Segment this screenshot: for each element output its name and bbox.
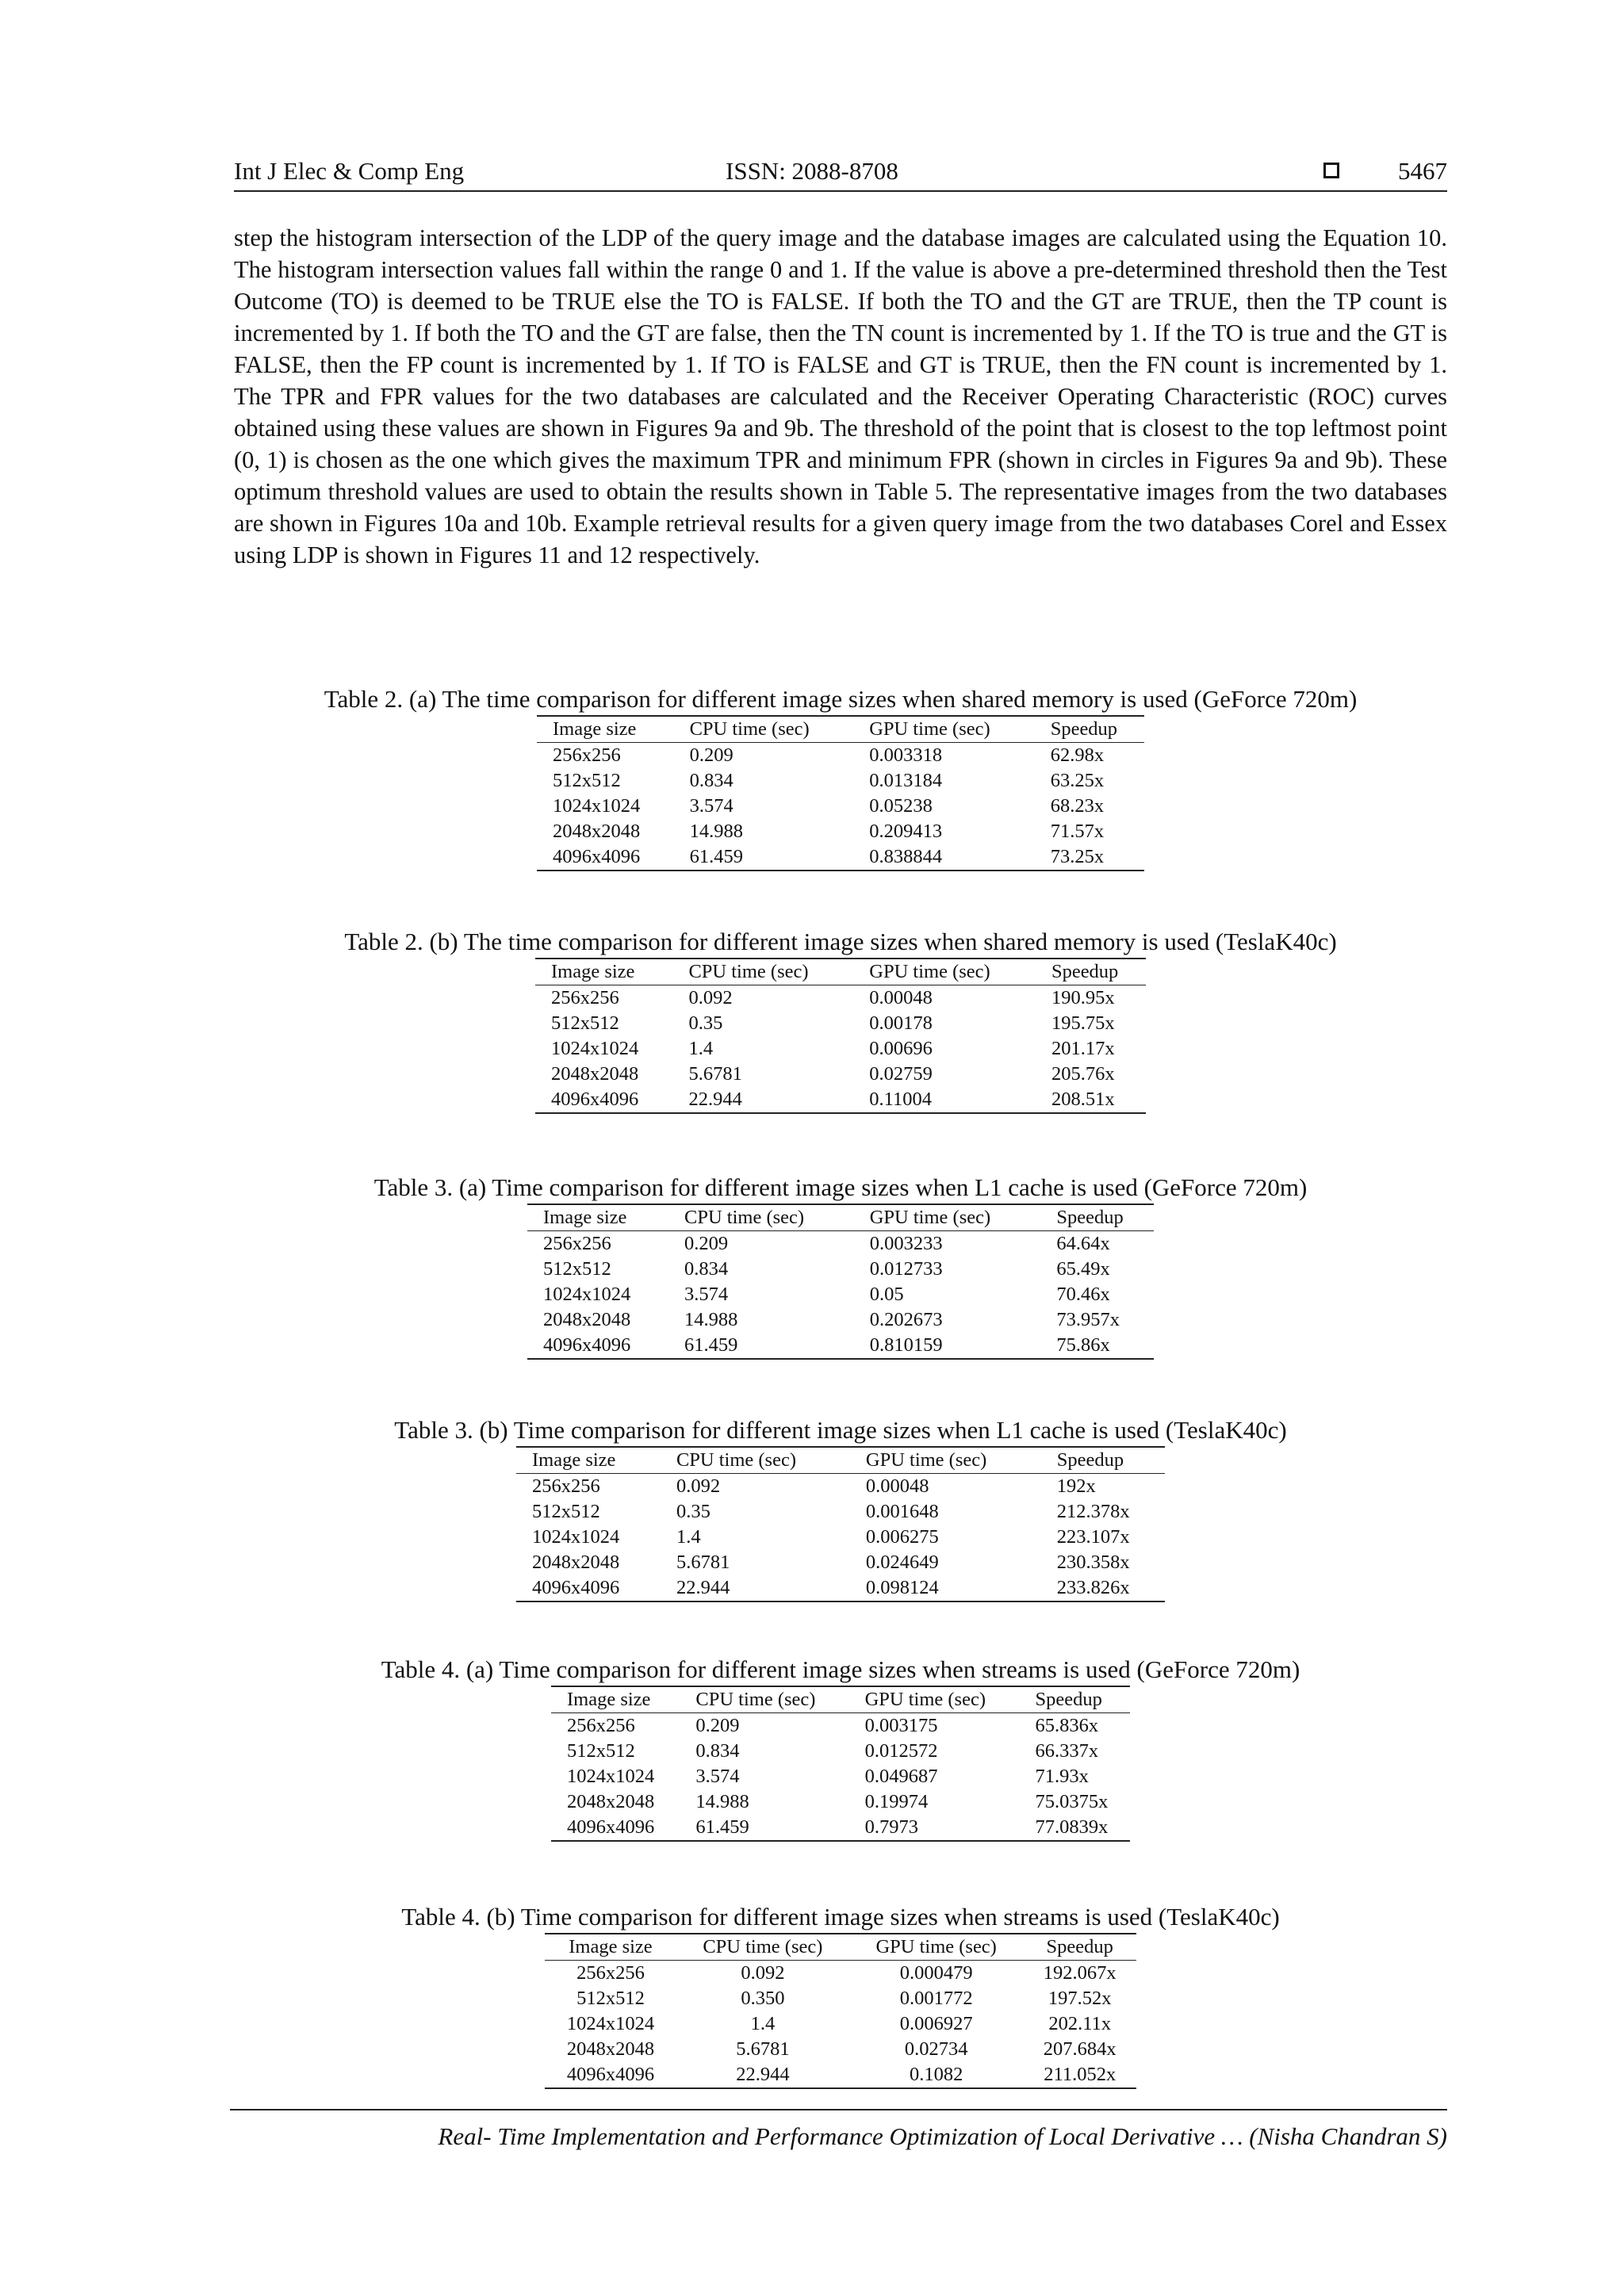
table-cell: 4096x4096 xyxy=(566,2064,655,2085)
col-header: Speedup xyxy=(1020,1686,1130,1713)
table-cell: 62.98x xyxy=(1050,744,1105,766)
table-row xyxy=(545,2062,1136,2088)
table-cell: 1.4 xyxy=(688,1038,714,1059)
table-cell: 0.1082 xyxy=(909,2064,963,2085)
table-cell: 512x512 xyxy=(553,770,621,791)
table-header-row xyxy=(516,1447,1165,1474)
table-row xyxy=(535,1087,1146,1113)
table-cell: 2048x2048 xyxy=(551,1063,639,1085)
table-cell: 512x512 xyxy=(567,1740,635,1762)
data-table xyxy=(551,1686,1130,1842)
col-header: Speedup xyxy=(1036,959,1146,985)
table-cell: 512x512 xyxy=(551,1012,619,1034)
table-row xyxy=(516,1474,1165,1500)
table-cell: 192.067x xyxy=(1043,1962,1116,1984)
table-cell: 4096x4096 xyxy=(543,1334,631,1356)
table-cell: 61.459 xyxy=(684,1334,738,1356)
table-cell: 73.25x xyxy=(1050,846,1105,867)
table-cell: 0.003175 xyxy=(864,1715,938,1736)
table-row xyxy=(535,1011,1146,1036)
table-cell: 1024x1024 xyxy=(543,1284,631,1305)
table-cell: 0.810159 xyxy=(869,1334,943,1356)
table-header-row xyxy=(535,959,1146,985)
table-cell: 5.6781 xyxy=(688,1063,742,1085)
table-row xyxy=(516,1550,1165,1575)
table-cell: 0.834 xyxy=(689,770,733,791)
table-row xyxy=(545,2011,1136,2037)
table-cell: 0.013184 xyxy=(869,770,943,791)
table-cell: 0.02734 xyxy=(904,2038,968,2060)
table-cell: 0.209413 xyxy=(869,821,943,842)
table-row xyxy=(527,1257,1154,1282)
col-header: CPU time (sec) xyxy=(680,1686,848,1713)
table-cell: 212.378x xyxy=(1056,1501,1130,1522)
table-header-row xyxy=(545,1934,1136,1961)
table-row xyxy=(537,768,1144,794)
table-header-row xyxy=(551,1686,1130,1713)
table-cell: 65.49x xyxy=(1056,1258,1110,1280)
table-cell: 256x256 xyxy=(567,1715,635,1736)
data-table xyxy=(535,958,1146,1114)
table-row xyxy=(516,1575,1165,1601)
table-3a xyxy=(234,1172,1447,1360)
table-cell: 1024x1024 xyxy=(553,795,641,817)
table-cell: 190.95x xyxy=(1051,987,1115,1008)
table-row xyxy=(537,743,1144,769)
table-2a xyxy=(234,683,1447,871)
col-header: GPU time (sec) xyxy=(853,959,1036,985)
table-cell: 0.003233 xyxy=(869,1233,943,1254)
table-cell: 0.024649 xyxy=(865,1552,939,1573)
table-cell: 0.19974 xyxy=(864,1791,929,1812)
table-row xyxy=(545,1986,1136,2011)
data-table xyxy=(537,715,1144,871)
col-header: GPU time (sec) xyxy=(849,1934,1024,1961)
table-cell: 2048x2048 xyxy=(567,1791,655,1812)
table-row xyxy=(527,1307,1154,1333)
table-cell: 14.988 xyxy=(695,1791,749,1812)
data-table xyxy=(516,1446,1165,1602)
table-cell: 211.052x xyxy=(1044,2064,1116,2085)
table-cell: 22.944 xyxy=(676,1577,730,1598)
table-cell: 2048x2048 xyxy=(566,2038,655,2060)
table-row xyxy=(537,794,1144,819)
col-header: GPU time (sec) xyxy=(853,716,1034,743)
table-cell: 192x xyxy=(1056,1475,1096,1497)
table-cell: 4096x4096 xyxy=(553,846,641,867)
table-caption: Table 3. (a) Time comparison for different image sizes when L1 cache is used (GeForce 720m) xyxy=(373,1173,1308,1201)
table-cell: 0.001772 xyxy=(899,1988,973,2009)
table-cell: 0.209 xyxy=(689,744,733,766)
table-row xyxy=(527,1231,1154,1257)
table-cell: 0.00178 xyxy=(869,1012,933,1034)
table-cell: 5.6781 xyxy=(736,2038,790,2060)
table-cell: 0.012572 xyxy=(864,1740,938,1762)
table-cell: 65.836x xyxy=(1035,1715,1099,1736)
table-caption: Table 3. (b) Time comparison for different image sizes when L1 cache is used (TeslaK40c) xyxy=(394,1416,1287,1444)
table-cell: 4096x4096 xyxy=(567,1816,655,1838)
data-table xyxy=(545,1933,1136,2089)
table-cell: 2048x2048 xyxy=(532,1552,620,1573)
table-cell: 2048x2048 xyxy=(553,821,641,842)
table-row xyxy=(551,1739,1130,1764)
table-cell: 61.459 xyxy=(695,1816,749,1838)
table-cell: 0.049687 xyxy=(864,1766,938,1787)
table-cell: 0.838844 xyxy=(869,846,943,867)
table-4a xyxy=(234,1654,1447,1842)
table-row xyxy=(516,1499,1165,1525)
table-cell: 0.35 xyxy=(676,1501,710,1522)
col-header: Image size xyxy=(516,1447,661,1474)
table-cell: 0.02759 xyxy=(869,1063,933,1085)
table-cell: 197.52x xyxy=(1048,1988,1112,2009)
body-paragraph: step the histogram intersection of the LDP of the query image and the database images are calculated using the Equation 10. The histogram intersection values fall within the range 0 and 1. If the value is above a pre-determined threshold then the Test Outcome (TO) is deemed to be TRUE else the TO is FALSE. If both the TO and the GT are TRUE, then the TP count is incremented by 1. If both the TO and the GT are false, then the TN count is incremented by 1. If the TO is true and the GT is FALSE, then the FP count is incremented by 1. If TO is FALSE and GT is TRUE, then the FN count is incremented by 1. The TPR and FPR values for the two databases are calculated and the Receiver Operating Characteristic (ROC) curves obtained using these values are shown in Figures 9a and 9b. The threshold of the point that is closest to the top leftmost point (0, 1) is chosen as the one which gives the maximum TPR and minimum FPR (shown in circles in Figures 9a and 9b). These optimum threshold values are used to obtain the results shown in Table 5. The representative images from the two databases are shown in Figures 10a and 10b. Example retrieval results for a given query image from the two databases Corel and Essex using LDP is shown in Figures 11 and 12 respectively. xyxy=(234,224,1447,568)
table-cell: 1024x1024 xyxy=(567,1766,655,1787)
data-table xyxy=(527,1203,1154,1360)
col-header: GPU time (sec) xyxy=(850,1447,1041,1474)
table-cell: 0.092 xyxy=(741,1962,785,1984)
table-cell: 77.0839x xyxy=(1035,1816,1109,1838)
table-cell: 66.337x xyxy=(1035,1740,1099,1762)
table-row xyxy=(551,1713,1130,1739)
page-number: 5467 xyxy=(1398,157,1447,185)
table-cell: 202.11x xyxy=(1048,2013,1112,2034)
table-cell: 256x256 xyxy=(532,1475,600,1497)
table-cell: 22.944 xyxy=(736,2064,790,2085)
table-cell: 208.51x xyxy=(1051,1089,1115,1110)
table-cell: 3.574 xyxy=(684,1284,729,1305)
table-cell: 0.000479 xyxy=(899,1962,973,1984)
table-cell: 22.944 xyxy=(688,1089,742,1110)
table-cell: 71.57x xyxy=(1050,821,1105,842)
table-cell: 75.0375x xyxy=(1035,1791,1109,1812)
table-cell: 0.209 xyxy=(684,1233,729,1254)
table-row xyxy=(537,844,1144,871)
table-4b xyxy=(234,1901,1447,2089)
table-header-row xyxy=(537,716,1144,743)
col-header: Speedup xyxy=(1035,716,1144,743)
table-cell: 63.25x xyxy=(1050,770,1105,791)
table-cell: 512x512 xyxy=(576,1988,645,2009)
table-cell: 205.76x xyxy=(1051,1063,1115,1085)
table-cell: 0.209 xyxy=(695,1715,740,1736)
table-row xyxy=(551,1815,1130,1841)
table-cell: 0.00048 xyxy=(865,1475,929,1497)
col-header: CPU time (sec) xyxy=(674,716,854,743)
running-title: Real- Time Implementation and Performance Optimization of Local Derivative … (Nisha Chandran S) xyxy=(438,2122,1447,2150)
table-cell: 0.012733 xyxy=(869,1258,943,1280)
table-cell: 0.00048 xyxy=(869,987,933,1008)
table-cell: 512x512 xyxy=(543,1258,611,1280)
table-3b xyxy=(234,1414,1447,1602)
table-row xyxy=(535,985,1146,1012)
table-row xyxy=(545,1961,1136,1987)
col-header: Image size xyxy=(535,959,672,985)
table-cell: 0.006275 xyxy=(865,1526,939,1548)
page-header xyxy=(234,155,1447,192)
table-header-row xyxy=(527,1204,1154,1231)
table-row xyxy=(527,1282,1154,1307)
col-header: Image size xyxy=(537,716,674,743)
table-cell: 0.834 xyxy=(684,1258,729,1280)
col-header: GPU time (sec) xyxy=(849,1686,1020,1713)
table-cell: 0.003318 xyxy=(869,744,943,766)
table-cell: 0.092 xyxy=(676,1475,721,1497)
table-row xyxy=(545,2037,1136,2062)
table-2b xyxy=(234,926,1447,1114)
col-header: CPU time (sec) xyxy=(676,1934,849,1961)
col-header: Image size xyxy=(527,1204,668,1231)
table-cell: 14.988 xyxy=(684,1309,738,1330)
table-cell: 61.459 xyxy=(689,846,743,867)
col-header: CPU time (sec) xyxy=(668,1204,854,1231)
page-footer xyxy=(230,2109,1447,2156)
table-cell: 256x256 xyxy=(553,744,621,766)
table-cell: 0.202673 xyxy=(869,1309,943,1330)
table-row xyxy=(527,1333,1154,1359)
table-cell: 256x256 xyxy=(576,1962,645,1984)
col-header: Speedup xyxy=(1023,1934,1136,1961)
table-cell: 256x256 xyxy=(551,987,619,1008)
issn: ISSN: 2088-8708 xyxy=(726,157,898,185)
table-row xyxy=(551,1764,1130,1789)
table-cell: 14.988 xyxy=(689,821,743,842)
table-cell: 207.684x xyxy=(1043,2038,1116,2060)
table-cell: 0.35 xyxy=(688,1012,723,1034)
table-row xyxy=(535,1036,1146,1062)
col-header: Image size xyxy=(551,1686,680,1713)
table-cell: 2048x2048 xyxy=(543,1309,631,1330)
table-cell: 75.86x xyxy=(1056,1334,1110,1356)
table-cell: 233.826x xyxy=(1056,1577,1130,1598)
table-cell: 0.05238 xyxy=(869,795,933,817)
table-cell: 64.64x xyxy=(1056,1233,1110,1254)
table-cell: 70.46x xyxy=(1056,1284,1110,1305)
table-cell: 0.834 xyxy=(695,1740,740,1762)
table-cell: 0.05 xyxy=(869,1284,904,1305)
table-cell: 3.574 xyxy=(689,795,733,817)
col-header: Image size xyxy=(545,1934,676,1961)
table-row xyxy=(551,1789,1130,1815)
table-cell: 0.001648 xyxy=(865,1501,939,1522)
journal-name: Int J Elec & Comp Eng xyxy=(234,157,465,185)
table-cell: 1024x1024 xyxy=(532,1526,620,1548)
table-caption: Table 2. (a) The time comparison for different image sizes when shared memory is used (GeForce 720m) xyxy=(324,685,1358,713)
table-cell: 0.092 xyxy=(688,987,733,1008)
table-cell: 73.957x xyxy=(1056,1309,1120,1330)
col-header: Speedup xyxy=(1040,1204,1154,1231)
table-cell: 0.00696 xyxy=(869,1038,933,1059)
table-cell: 256x256 xyxy=(543,1233,611,1254)
table-cell: 230.358x xyxy=(1056,1552,1130,1573)
table-cell: 201.17x xyxy=(1051,1038,1115,1059)
table-caption: Table 4. (a) Time comparison for different image sizes when streams is used (GeForce 720m) xyxy=(381,1655,1300,1683)
table-cell: 1024x1024 xyxy=(566,2013,655,2034)
table-cell: 0.11004 xyxy=(869,1089,933,1110)
table-cell: 1.4 xyxy=(676,1526,701,1548)
table-cell: 4096x4096 xyxy=(532,1577,620,1598)
table-row xyxy=(516,1525,1165,1550)
table-caption: Table 2. (b) The time comparison for different image sizes when shared memory is used (TeslaK40c) xyxy=(344,928,1337,955)
table-cell: 0.098124 xyxy=(865,1577,939,1598)
table-caption: Table 4. (b) Time comparison for different image sizes when streams is used (TeslaK40c) xyxy=(401,1903,1280,1931)
table-cell: 0.350 xyxy=(741,1988,785,2009)
col-header: Speedup xyxy=(1041,1447,1165,1474)
table-row xyxy=(535,1062,1146,1087)
table-cell: 195.75x xyxy=(1051,1012,1115,1034)
col-header: CPU time (sec) xyxy=(661,1447,850,1474)
table-cell: 68.23x xyxy=(1050,795,1105,817)
square-bullet-icon xyxy=(1323,163,1339,178)
table-cell: 4096x4096 xyxy=(551,1089,639,1110)
table-cell: 0.7973 xyxy=(864,1816,918,1838)
table-cell: 71.93x xyxy=(1035,1766,1089,1787)
table-cell: 223.107x xyxy=(1056,1526,1130,1548)
table-cell: 1024x1024 xyxy=(551,1038,639,1059)
col-header: GPU time (sec) xyxy=(854,1204,1041,1231)
table-cell: 0.006927 xyxy=(899,2013,973,2034)
col-header: CPU time (sec) xyxy=(672,959,853,985)
table-cell: 512x512 xyxy=(532,1501,600,1522)
table-cell: 3.574 xyxy=(695,1766,740,1787)
table-cell: 5.6781 xyxy=(676,1552,730,1573)
table-cell: 1.4 xyxy=(750,2013,776,2034)
table-row xyxy=(537,819,1144,844)
